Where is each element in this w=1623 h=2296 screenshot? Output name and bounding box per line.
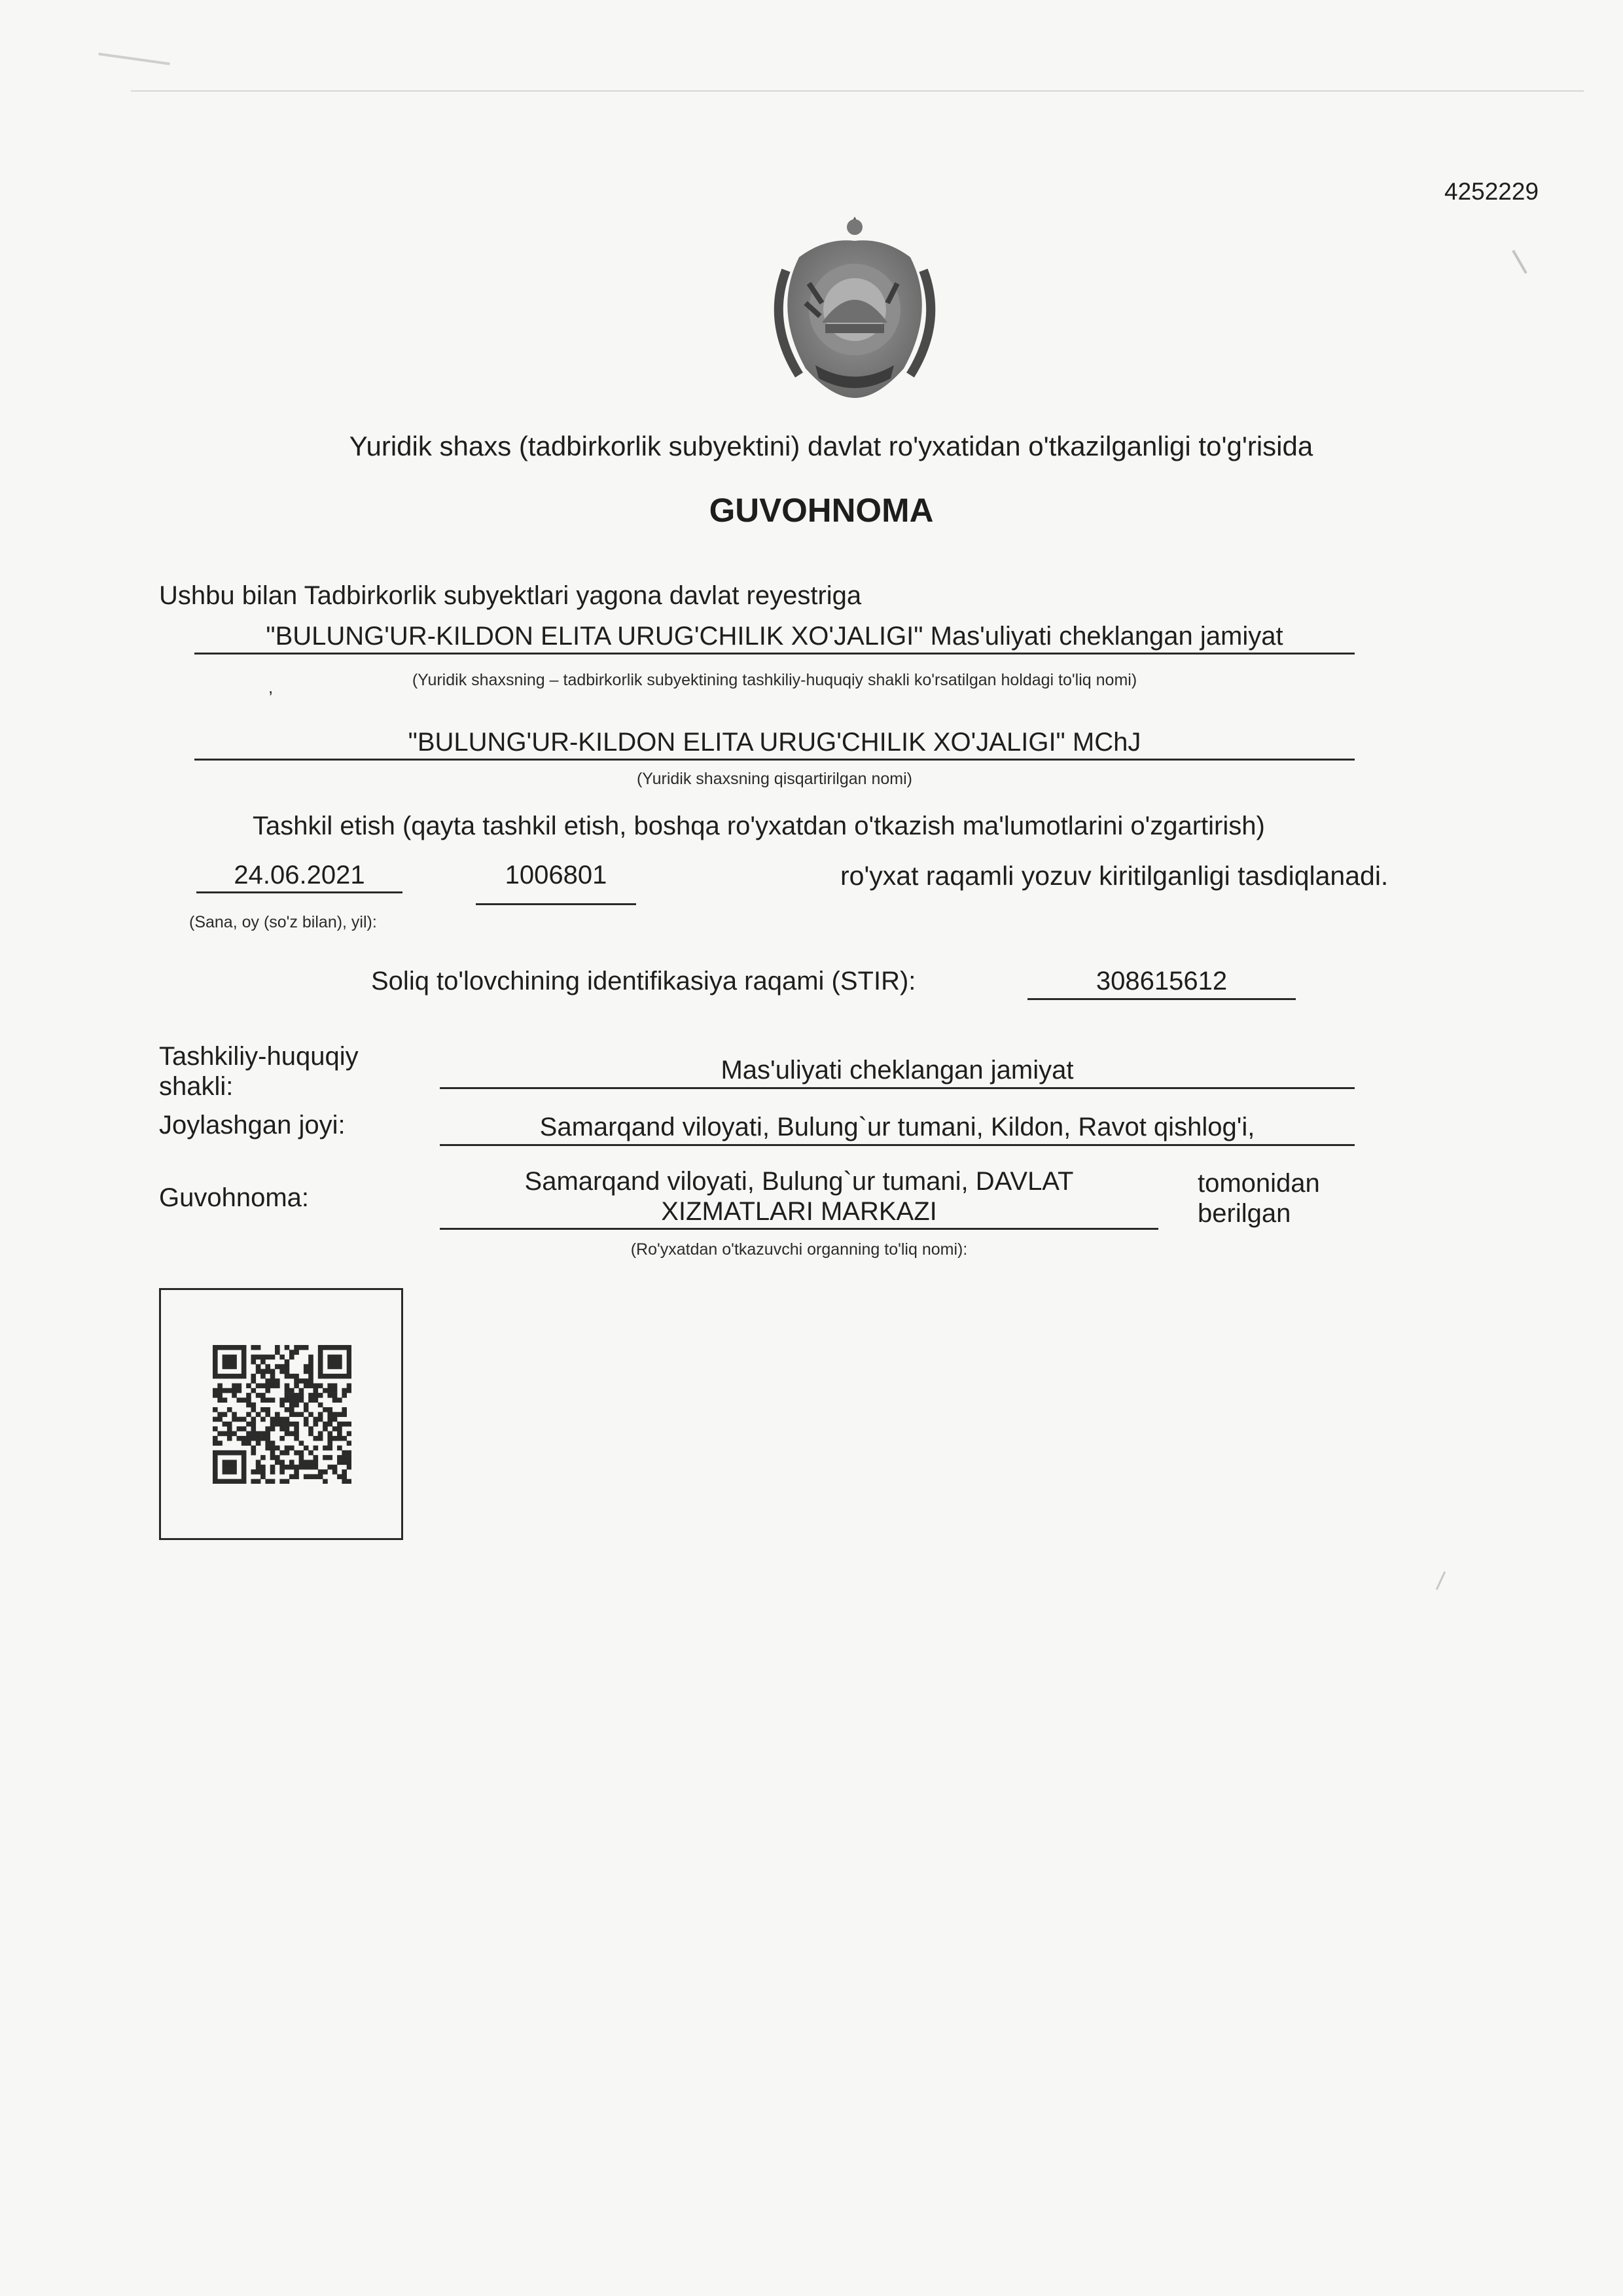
scan-mark-right [1512,250,1527,274]
tin-value-underline [1027,998,1296,1000]
scan-mark-topleft [98,52,169,65]
location-label: Joylashgan joyi: [159,1111,346,1139]
serial-number: 4252229 [1444,178,1539,205]
short-name-underline [194,759,1355,761]
issued-by-line1: tomonidan [1198,1169,1320,1198]
registration-date-underline [196,891,402,893]
location-value: Samarqand viloyati, Bulung`ur tumani, Kildon, Ravot qishlog'i, [539,1113,1255,1141]
full-name: "BULUNG'UR-KILDON ELITA URUG'CHILIK XO'JALIGI" Mas'uliyati cheklangan jamiyat [266,622,1283,651]
comma-mark: , [268,677,274,697]
issuer-underline [440,1228,1158,1230]
short-name-caption: (Yuridik shaxsning qisqartirilgan nomi) [636,770,913,788]
legal-form-value: Mas'uliyati cheklangan jamiyat [721,1056,1074,1085]
issuer-line2: XIZMATLARI MARKAZI [661,1197,937,1226]
legal-form-label-line1: Tashkiliy-huquqiy [159,1042,359,1071]
issuer-caption: (Ro'yxatdan o'tkazuvchi organning to'liq nomi): [630,1240,968,1259]
certificate-label: Guvohnoma: [159,1183,310,1212]
issuer-line1: Samarqand viloyati, Bulung`ur tumani, DAVLAT [524,1167,1074,1196]
registration-date: 24.06.2021 [234,861,365,889]
tin-label: Soliq to'lovchining identifikasiya raqami (STIR): [371,967,916,996]
full-name-caption: (Yuridik shaxsning – tadbirkorlik subyektining tashkiliy-huquqiy shakli ko'rsatilgan holdagi to'liq nomi) [412,671,1137,689]
scan-edge-top [131,90,1584,92]
full-name-underline [194,653,1355,655]
document-title: GUVOHNOMA [709,492,934,529]
issued-by-line2: berilgan [1198,1199,1291,1228]
intro-text: Ushbu bilan Tadbirkorlik subyektlari yagona davlat reyestriga [159,581,862,610]
location-underline [440,1144,1355,1146]
short-name: "BULUNG'UR-KILDON ELITA URUG'CHILIK XO'JALIGI" MChJ [408,728,1141,757]
confirmation-text: ro'yxat raqamli yozuv kiritilganligi tasdiqlanadi. [840,861,1389,891]
record-number-underline [476,903,636,905]
record-number: 1006801 [505,861,607,889]
legal-form-label-line2: shakli: [159,1072,234,1101]
coat-of-arms-emblem [760,211,950,401]
title-line: Yuridik shaxs (tadbirkorlik subyektini) davlat ro'yxatidan o'tkazilganligi to'g'risida [349,431,1313,461]
scan-mark-right-mid [1436,1571,1446,1590]
tin-value: 308615612 [1096,967,1228,996]
legal-form-underline [440,1087,1355,1089]
date-caption: (Sana, oy (so'z bilan), yil): [189,913,377,931]
registration-text: Tashkil etish (qayta tashkil etish, boshqa ro'yxatdan o'tkazish ma'lumotlarini o'zgartirish) [253,812,1265,840]
qr-code [213,1345,351,1484]
